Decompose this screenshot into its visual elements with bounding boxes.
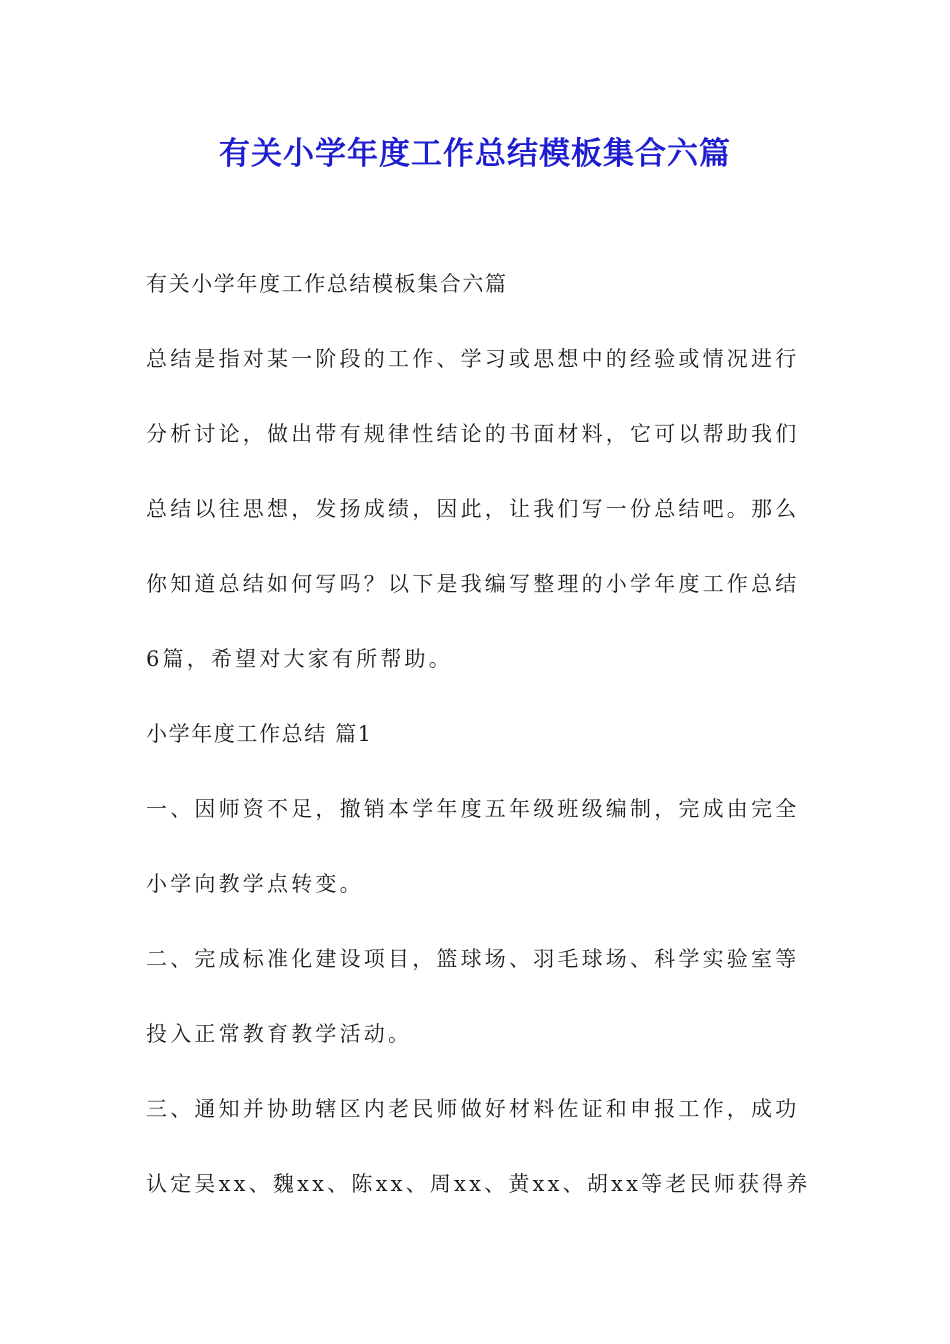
paragraph-line: 你知道总结如何写吗？以下是我编写整理的小学年度工作总结 — [146, 572, 800, 596]
paragraph-line: 总结以往思想，发扬成绩，因此，让我们写一份总结吧。那么 — [146, 497, 800, 521]
subtitle-line: 有关小学年度工作总结模板集合六篇 — [146, 272, 508, 296]
paragraph-line: 三、通知并协助辖区内老民师做好材料佐证和申报工作，成功 — [146, 1097, 800, 1121]
paragraph-line: 总结是指对某一阶段的工作、学习或思想中的经验或情况进行 — [146, 347, 800, 371]
paragraph-line: 小学向教学点转变。 — [146, 872, 364, 896]
paragraph-line: 一、因师资不足，撤销本学年度五年级班级编制，完成由完全 — [146, 797, 800, 821]
paragraph-line: 6篇，希望对大家有所帮助。 — [146, 647, 453, 671]
document-title: 有关小学年度工作总结模板集合六篇 — [219, 136, 731, 172]
section-heading: 小学年度工作总结 篇1 — [146, 722, 373, 746]
paragraph-line: 认定吴xx、魏xx、陈xx、周xx、黄xx、胡xx等老民师获得养 — [146, 1172, 811, 1196]
paragraph-line: 分析讨论，做出带有规律性结论的书面材料，它可以帮助我们 — [146, 422, 800, 446]
paragraph-line: 二、完成标准化建设项目，篮球场、羽毛球场、科学实验室等 — [146, 947, 800, 971]
paragraph-line: 投入正常教育教学活动。 — [146, 1022, 413, 1046]
